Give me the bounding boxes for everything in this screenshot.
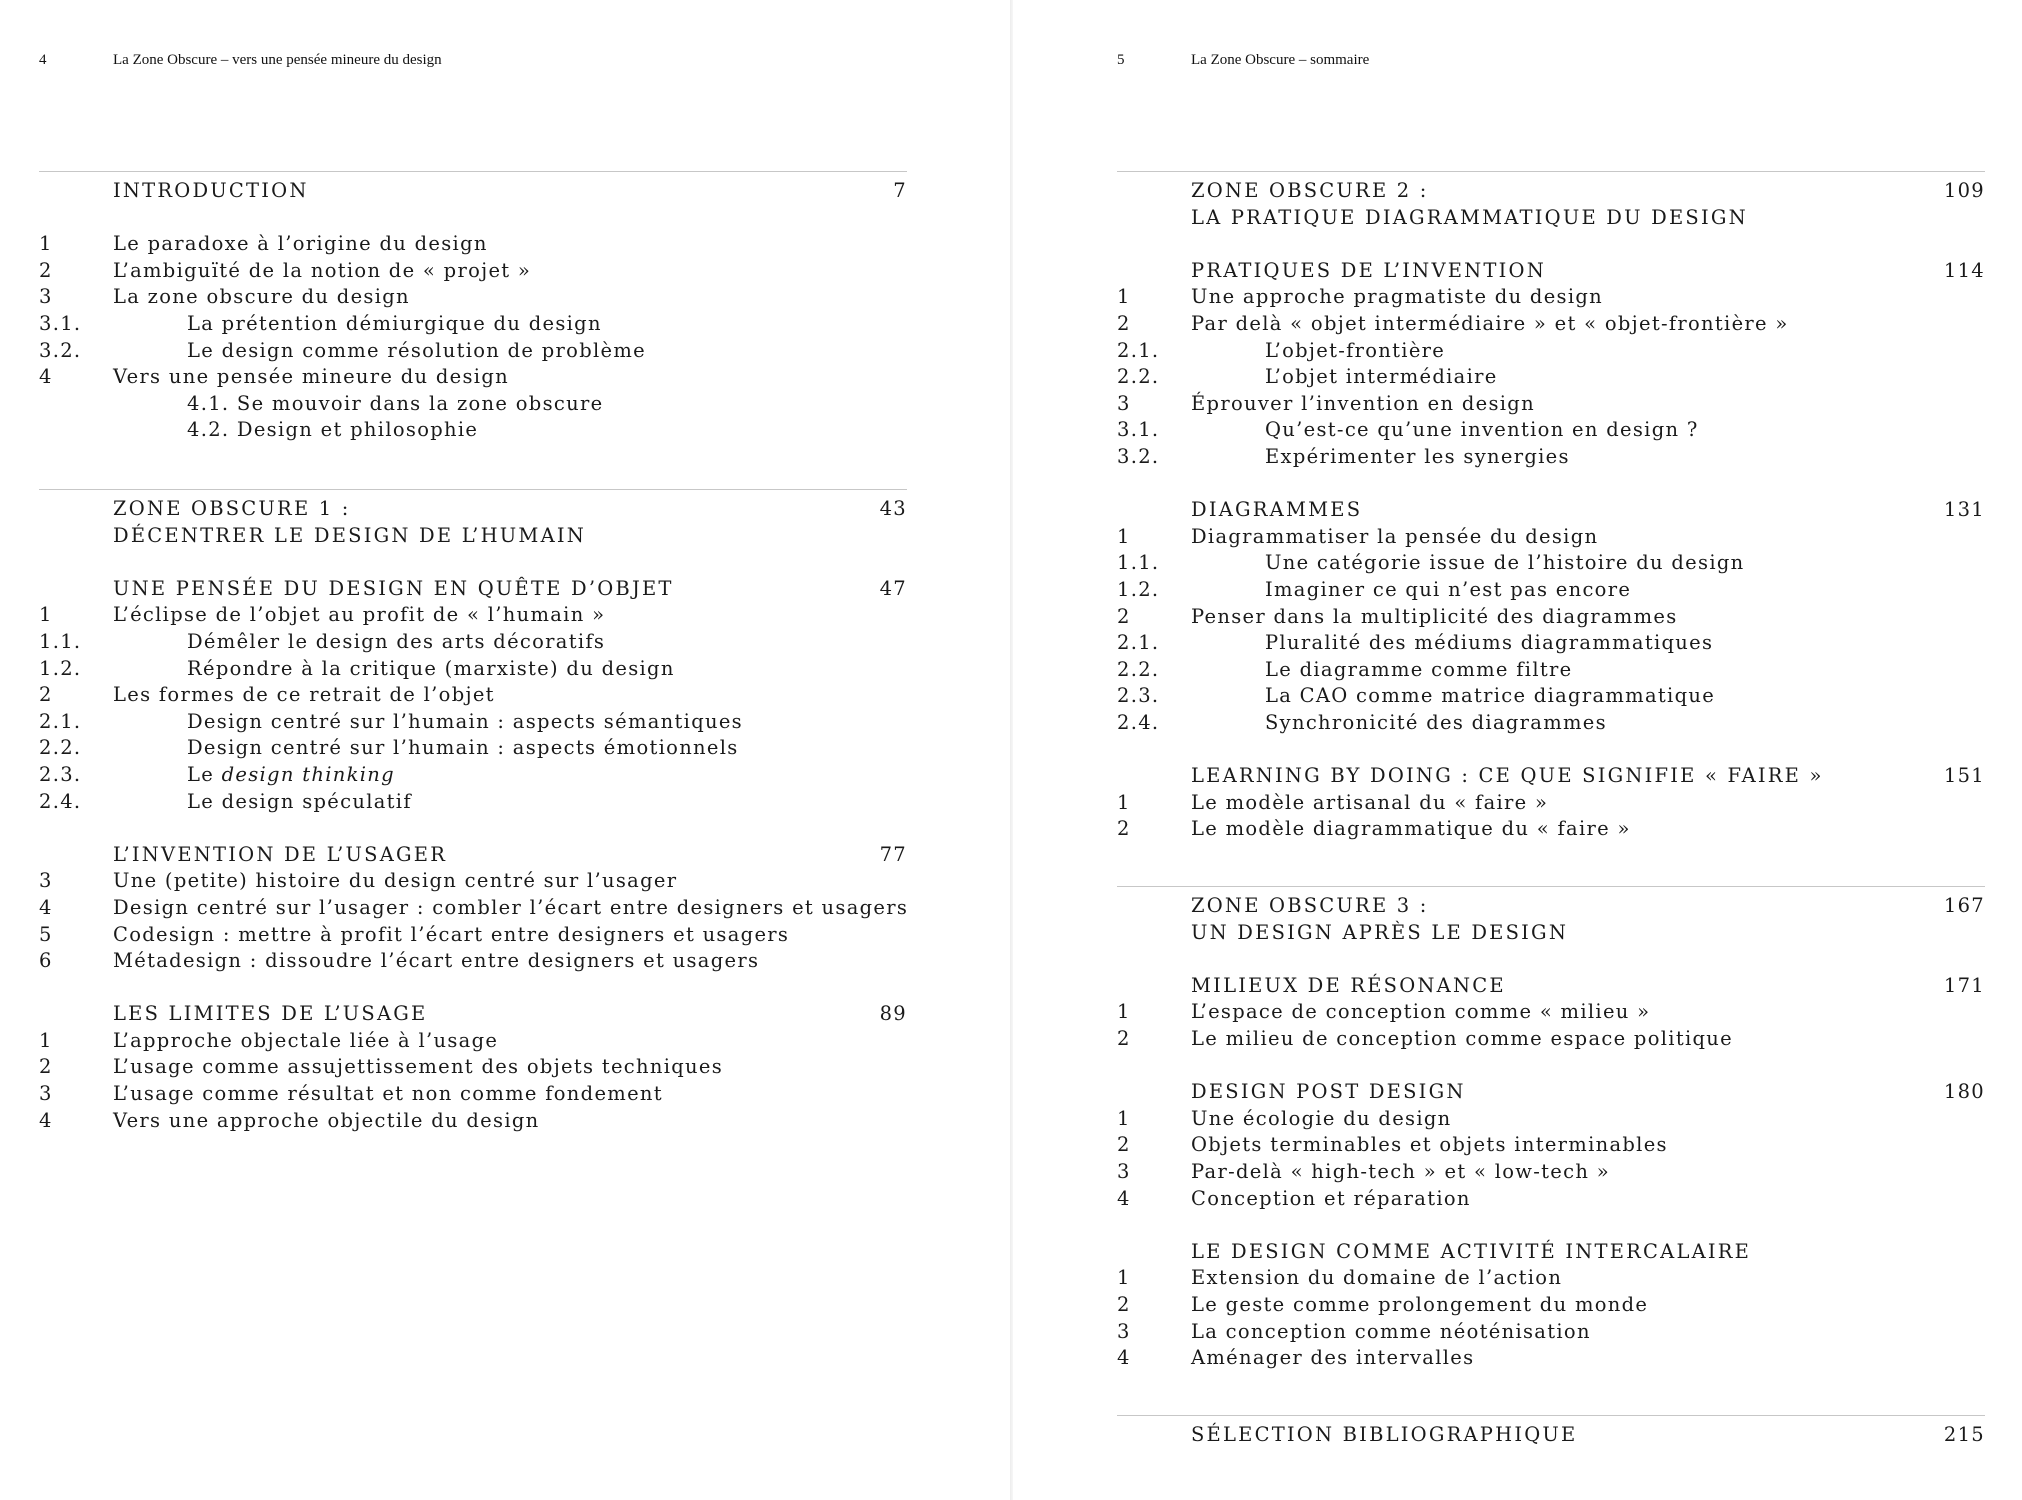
toc-entry-number: 1	[1117, 285, 1131, 309]
toc-heading-row	[39, 496, 907, 523]
toc-entry-number: 3.1.	[39, 311, 82, 335]
toc-entry-title: Codesign : mettre à profit l’écart entre designers et usagers	[113, 922, 790, 946]
toc-entry-number: 3	[1117, 1319, 1131, 1343]
toc-entry-number: 4	[39, 1108, 53, 1132]
toc-entry-row	[1117, 710, 1985, 737]
toc-entry-row	[1117, 1319, 1985, 1346]
toc-entry-row	[1117, 999, 1985, 1026]
toc-entry-row	[1117, 444, 1985, 471]
toc-entry-title: Le diagramme comme filtre	[1265, 657, 1573, 681]
toc-entry-title: L’approche objectale liée à l’usage	[113, 1028, 499, 1052]
toc-heading-row	[1117, 763, 1985, 790]
toc-heading-row	[1117, 1239, 1985, 1266]
toc-entry-row	[39, 948, 907, 975]
toc-heading-title: INTRODUCTION	[113, 179, 309, 202]
toc-spacer	[1117, 946, 1985, 973]
toc-page-number: 77	[879, 842, 907, 866]
toc-entry-number: 2.3.	[39, 762, 82, 786]
toc-heading-title: UN DESIGN APRÈS LE DESIGN	[1191, 920, 1569, 944]
toc-entry-title: Vers une approche objectile du design	[113, 1108, 540, 1132]
toc-heading-title: LEARNING BY DOING : CE QUE SIGNIFIE « FAIRE »	[1191, 764, 1824, 788]
toc-entry-number: 5	[39, 922, 53, 946]
left-running-title: La Zone Obscure – vers une pensée mineure du design	[113, 52, 442, 68]
toc-entry-row	[39, 629, 907, 656]
toc-entry-row	[39, 1108, 907, 1135]
toc-heading-row	[1117, 973, 1985, 1000]
toc-entry-title: L’usage comme assujettissement des objets techniques	[113, 1055, 724, 1079]
toc-entry-title: Pluralité des médiums diagrammatiques	[1265, 631, 1714, 655]
toc-entry-number: 3.2.	[1117, 444, 1160, 468]
toc-entry-title: 4.2. Design et philosophie	[187, 418, 479, 442]
toc-entry-title: L’usage comme résultat et non comme fondement	[113, 1082, 663, 1106]
toc-entry-number: 3	[39, 285, 53, 309]
toc-page-number: 109	[1943, 179, 1985, 202]
toc-entry-title: Le paradoxe à l’origine du design	[113, 232, 488, 256]
toc-entry-title: Objets terminables et objets interminables	[1191, 1133, 1668, 1157]
toc-entry-number: 3	[39, 869, 53, 893]
toc-entry-title: Le modèle diagrammatique du « faire »	[1191, 817, 1631, 841]
toc-entry-row	[1117, 1265, 1985, 1292]
toc-entry-number: 4	[1117, 1346, 1131, 1370]
toc-entry-title: L’ambiguïté de la notion de « projet »	[113, 258, 532, 282]
toc-entry-title: Imaginer ce qui n’est pas encore	[1265, 577, 1632, 601]
toc-heading-row	[1117, 497, 1985, 524]
toc-entry-number: 4	[39, 895, 53, 919]
toc-section	[39, 489, 907, 1134]
toc-entry-title: L’éclipse de l’objet au profit de « l’humain »	[113, 603, 606, 627]
toc-entry-title: Une écologie du design	[1191, 1106, 1452, 1130]
toc-entry-number: 1.2.	[1117, 577, 1160, 601]
toc-entry-row	[39, 258, 907, 285]
toc-heading-row	[39, 523, 907, 550]
toc-entry-row	[1117, 1026, 1985, 1053]
right-running-title: La Zone Obscure – sommaire	[1191, 52, 1370, 68]
toc-entry-row	[1117, 816, 1985, 843]
toc-heading-title: L’INVENTION DE L’USAGER	[113, 842, 448, 866]
toc-entry-row	[1117, 1132, 1985, 1159]
toc-entry-row	[1117, 364, 1985, 391]
toc-entry-row	[39, 417, 907, 444]
toc-entry-title: La conception comme néoténisation	[1191, 1319, 1591, 1343]
toc-page-number: 180	[1943, 1080, 1985, 1104]
toc-entry-row	[1117, 577, 1985, 604]
right-page	[1013, 0, 2022, 1500]
toc-entry-row	[39, 682, 907, 709]
toc-spacer	[39, 815, 907, 842]
toc-heading-row	[39, 1001, 907, 1028]
toc-entry-number: 4	[1117, 1186, 1131, 1210]
toc-entry-title: Penser dans la multiplicité des diagrammes	[1191, 604, 1678, 628]
toc-entry-number: 1	[1117, 524, 1131, 548]
toc-entry-number: 1	[1117, 790, 1131, 814]
toc-entry-row	[1117, 604, 1985, 631]
toc-entry-number: 2.2.	[39, 736, 82, 760]
toc-page-number: 215	[1943, 1423, 1985, 1446]
toc-entry-number: 2.1.	[1117, 631, 1160, 655]
toc-entry-number: 1	[39, 1028, 53, 1052]
toc-heading-row	[39, 842, 907, 869]
toc-entry-number: 3.2.	[39, 338, 82, 362]
toc-entry-row	[1117, 311, 1985, 338]
toc-entry-title: Éprouver l’invention en design	[1191, 391, 1535, 415]
toc-entry-title: Par delà « objet intermédiaire » et « objet-frontière »	[1191, 311, 1789, 335]
toc-heading-title: ZONE OBSCURE 1 :	[113, 497, 351, 520]
toc-entry-number: 2.3.	[1117, 684, 1160, 708]
toc-entry-title: L’espace de conception comme « milieu »	[1191, 1000, 1651, 1024]
toc-entry-number: 3.1.	[1117, 418, 1160, 442]
toc-entry-title: Diagrammatiser la pensée du design	[1191, 524, 1599, 548]
toc-entry-title: Le design comme résolution de problème	[187, 338, 647, 362]
toc-entry-number: 2.2.	[1117, 365, 1160, 389]
toc-entry-row	[1117, 284, 1985, 311]
toc-page-number: 7	[893, 179, 907, 202]
toc-section	[1117, 1415, 1985, 1449]
toc-entry-row	[39, 762, 907, 789]
toc-entry-number: 3	[1117, 391, 1131, 415]
toc-entry-number: 2	[39, 683, 53, 707]
toc-entry-row	[1117, 630, 1985, 657]
toc-entry-title: Le geste comme prolongement du monde	[1191, 1292, 1649, 1316]
toc-entry-title: Une approche pragmatiste du design	[1191, 285, 1604, 309]
right-folio: 5	[1117, 52, 1125, 68]
toc-section	[39, 171, 907, 444]
toc-heading-row	[1117, 893, 1985, 920]
toc-heading-title: DESIGN POST DESIGN	[1191, 1080, 1466, 1104]
toc-entry-row	[1117, 550, 1985, 577]
toc-entry-number: 2	[1117, 1133, 1131, 1157]
toc-spacer	[1117, 231, 1985, 258]
toc-entry-row	[39, 284, 907, 311]
toc-heading-title: DIAGRAMMES	[1191, 498, 1363, 522]
toc-entry-title: Le milieu de conception comme espace politique	[1191, 1026, 1733, 1050]
toc-entry-row	[39, 1028, 907, 1055]
toc-entry-title: Qu’est-ce qu’une invention en design ?	[1265, 418, 1699, 442]
toc-heading-title: LES LIMITES DE L’USAGE	[113, 1002, 428, 1026]
toc-section	[1117, 171, 1985, 843]
toc-entry-number: 1	[39, 232, 53, 256]
toc-entry-number: 6	[39, 949, 53, 973]
toc-page-number: 171	[1943, 973, 1985, 997]
toc-spacer	[1117, 471, 1985, 498]
toc-entry-number: 1	[1117, 1266, 1131, 1290]
toc-entry-title: Aménager des intervalles	[1191, 1346, 1475, 1370]
toc-heading-title: PRATIQUES DE L’INVENTION	[1191, 258, 1546, 282]
toc-entry-row	[1117, 790, 1985, 817]
toc-entry-row	[39, 1081, 907, 1108]
toc-page-number: 131	[1943, 498, 1985, 522]
toc-entry-row	[1117, 1106, 1985, 1133]
toc-entry-row	[39, 922, 907, 949]
toc-entry-number: 2.2.	[1117, 657, 1160, 681]
toc-entry-row	[39, 656, 907, 683]
toc-entry-row	[1117, 417, 1985, 444]
toc-entry-row	[1117, 657, 1985, 684]
toc-entry-number: 1.1.	[1117, 551, 1160, 575]
toc-entry-title: Par-delà « high-tech » et « low-tech »	[1191, 1159, 1610, 1183]
toc-entry-title: L’objet-frontière	[1265, 338, 1446, 362]
toc-entry-number: 2	[39, 258, 53, 282]
toc-heading-row	[1117, 178, 1985, 205]
toc-entry-title: Expérimenter les synergies	[1265, 444, 1570, 468]
toc-spacer	[39, 549, 907, 576]
toc-entry-number: 2	[39, 1055, 53, 1079]
toc-entry-title: Métadesign : dissoudre l’écart entre designers et usagers	[113, 949, 760, 973]
toc-entry-row	[1117, 1292, 1985, 1319]
toc-entry-title: La CAO comme matrice diagrammatique	[1265, 684, 1716, 708]
toc-entry-number: 1.1.	[39, 629, 82, 653]
toc-heading-title: LE DESIGN COMME ACTIVITÉ INTERCALAIRE	[1191, 1239, 1752, 1263]
toc-entry-title: La prétention démiurgique du design	[187, 311, 602, 335]
toc-entry-number: 1	[1117, 1000, 1131, 1024]
toc-entry-title: Extension du domaine de l’action	[1191, 1266, 1563, 1290]
toc-heading-title: ZONE OBSCURE 3 :	[1191, 894, 1429, 917]
toc-entry-row	[1117, 391, 1985, 418]
toc-entry-row	[39, 311, 907, 338]
toc-entry-row	[1117, 1345, 1985, 1372]
toc-page-number: 43	[879, 497, 907, 520]
toc-spacer	[39, 975, 907, 1002]
toc-heading-row	[39, 576, 907, 603]
toc-entry-title: Le modèle artisanal du « faire »	[1191, 790, 1549, 814]
toc-heading-row	[1117, 1422, 1985, 1449]
toc-entry-row	[39, 391, 907, 418]
toc-page-number: 167	[1943, 894, 1985, 917]
toc-entry-number: 2	[1117, 604, 1131, 628]
toc-heading-row	[1117, 920, 1985, 947]
toc-entry-number: 2	[1117, 311, 1131, 335]
toc-section	[1117, 886, 1985, 1372]
toc-entry-row	[1117, 683, 1985, 710]
toc-entry-number: 3	[1117, 1159, 1131, 1183]
toc-entry-number: 2	[1117, 1026, 1131, 1050]
toc-entry-row	[39, 789, 907, 816]
toc-spacer	[1117, 736, 1985, 763]
toc-entry-number: 2.4.	[1117, 710, 1160, 734]
toc-heading-title: MILIEUX DE RÉSONANCE	[1191, 973, 1506, 997]
toc-heading-title: SÉLECTION BIBLIOGRAPHIQUE	[1191, 1423, 1578, 1446]
toc-entry-row	[39, 231, 907, 258]
toc-heading-row	[1117, 205, 1985, 232]
toc-entry-number: 1	[1117, 1106, 1131, 1130]
toc-entry-row	[39, 709, 907, 736]
toc-entry-title: Les formes de ce retrait de l’objet	[113, 683, 495, 707]
toc-entry-title: Une (petite) histoire du design centré sur l’usager	[113, 869, 678, 893]
left-folio: 4	[39, 52, 47, 68]
toc-entry-row	[39, 338, 907, 365]
toc-entry-row	[1117, 1186, 1985, 1213]
toc-entry-title: Une catégorie issue de l’histoire du design	[1265, 551, 1745, 575]
toc-heading-title: UNE PENSÉE DU DESIGN EN QUÊTE D’OBJET	[113, 576, 674, 600]
toc-entry-row	[39, 895, 907, 922]
toc-entry-number: 3	[39, 1082, 53, 1106]
toc-entry-title: 4.1. Se mouvoir dans la zone obscure	[187, 391, 604, 415]
toc-entry-row	[1117, 1159, 1985, 1186]
toc-entry-title: La zone obscure du design	[113, 285, 410, 309]
toc-heading-row	[1117, 1079, 1985, 1106]
toc-page-number: 114	[1943, 258, 1985, 282]
toc-heading-row	[1117, 258, 1985, 285]
toc-entry-title: Le design spéculatif	[187, 789, 412, 813]
toc-entry-title: Démêler le design des arts décoratifs	[187, 629, 606, 653]
toc-spacer	[39, 205, 907, 232]
toc-entry-number: 2.1.	[1117, 338, 1160, 362]
left-page	[0, 0, 1010, 1500]
toc-heading-title: LA PRATIQUE DIAGRAMMATIQUE DU DESIGN	[1191, 205, 1748, 229]
toc-entry-title: Design centré sur l’humain : aspects émotionnels	[187, 736, 739, 760]
toc-entry-title: Design centré sur l’usager : combler l’écart entre designers et usagers	[113, 895, 909, 919]
toc-entry-row	[39, 868, 907, 895]
toc-spacer	[1117, 1053, 1985, 1080]
toc-entry-number: 1.2.	[39, 656, 82, 680]
toc-entry-number: 2	[1117, 1292, 1131, 1316]
toc-entry-row	[1117, 338, 1985, 365]
toc-entry-title: Répondre à la critique (marxiste) du design	[187, 656, 675, 680]
toc-entry-number: 2.4.	[39, 789, 82, 813]
toc-entry-row	[39, 364, 907, 391]
toc-heading-title: DÉCENTRER LE DESIGN DE L’HUMAIN	[113, 523, 587, 547]
toc-entry-number: 1	[39, 603, 53, 627]
toc-entry-title: Conception et réparation	[1191, 1186, 1471, 1210]
toc-spacer	[1117, 1212, 1985, 1239]
toc-entry-title: Le design thinking	[187, 762, 395, 786]
toc-entry-row	[1117, 524, 1985, 551]
toc-entry-title: L’objet intermédiaire	[1265, 365, 1498, 389]
toc-entry-number: 2	[1117, 817, 1131, 841]
toc-page-number: 89	[879, 1002, 907, 1026]
toc-entry-title: Synchronicité des diagrammes	[1265, 710, 1607, 734]
toc-entry-number: 4	[39, 365, 53, 389]
toc-entry-number: 2.1.	[39, 709, 82, 733]
toc-entry-title: Vers une pensée mineure du design	[113, 365, 509, 389]
toc-entry-row	[39, 735, 907, 762]
toc-heading-row	[39, 178, 907, 205]
toc-page-number: 47	[879, 576, 907, 600]
toc-entry-title: Design centré sur l’humain : aspects sémantiques	[187, 709, 743, 733]
toc-entry-row	[39, 602, 907, 629]
toc-entry-row	[39, 1054, 907, 1081]
toc-page-number: 151	[1943, 764, 1985, 788]
toc-heading-title: ZONE OBSCURE 2 :	[1191, 179, 1429, 202]
